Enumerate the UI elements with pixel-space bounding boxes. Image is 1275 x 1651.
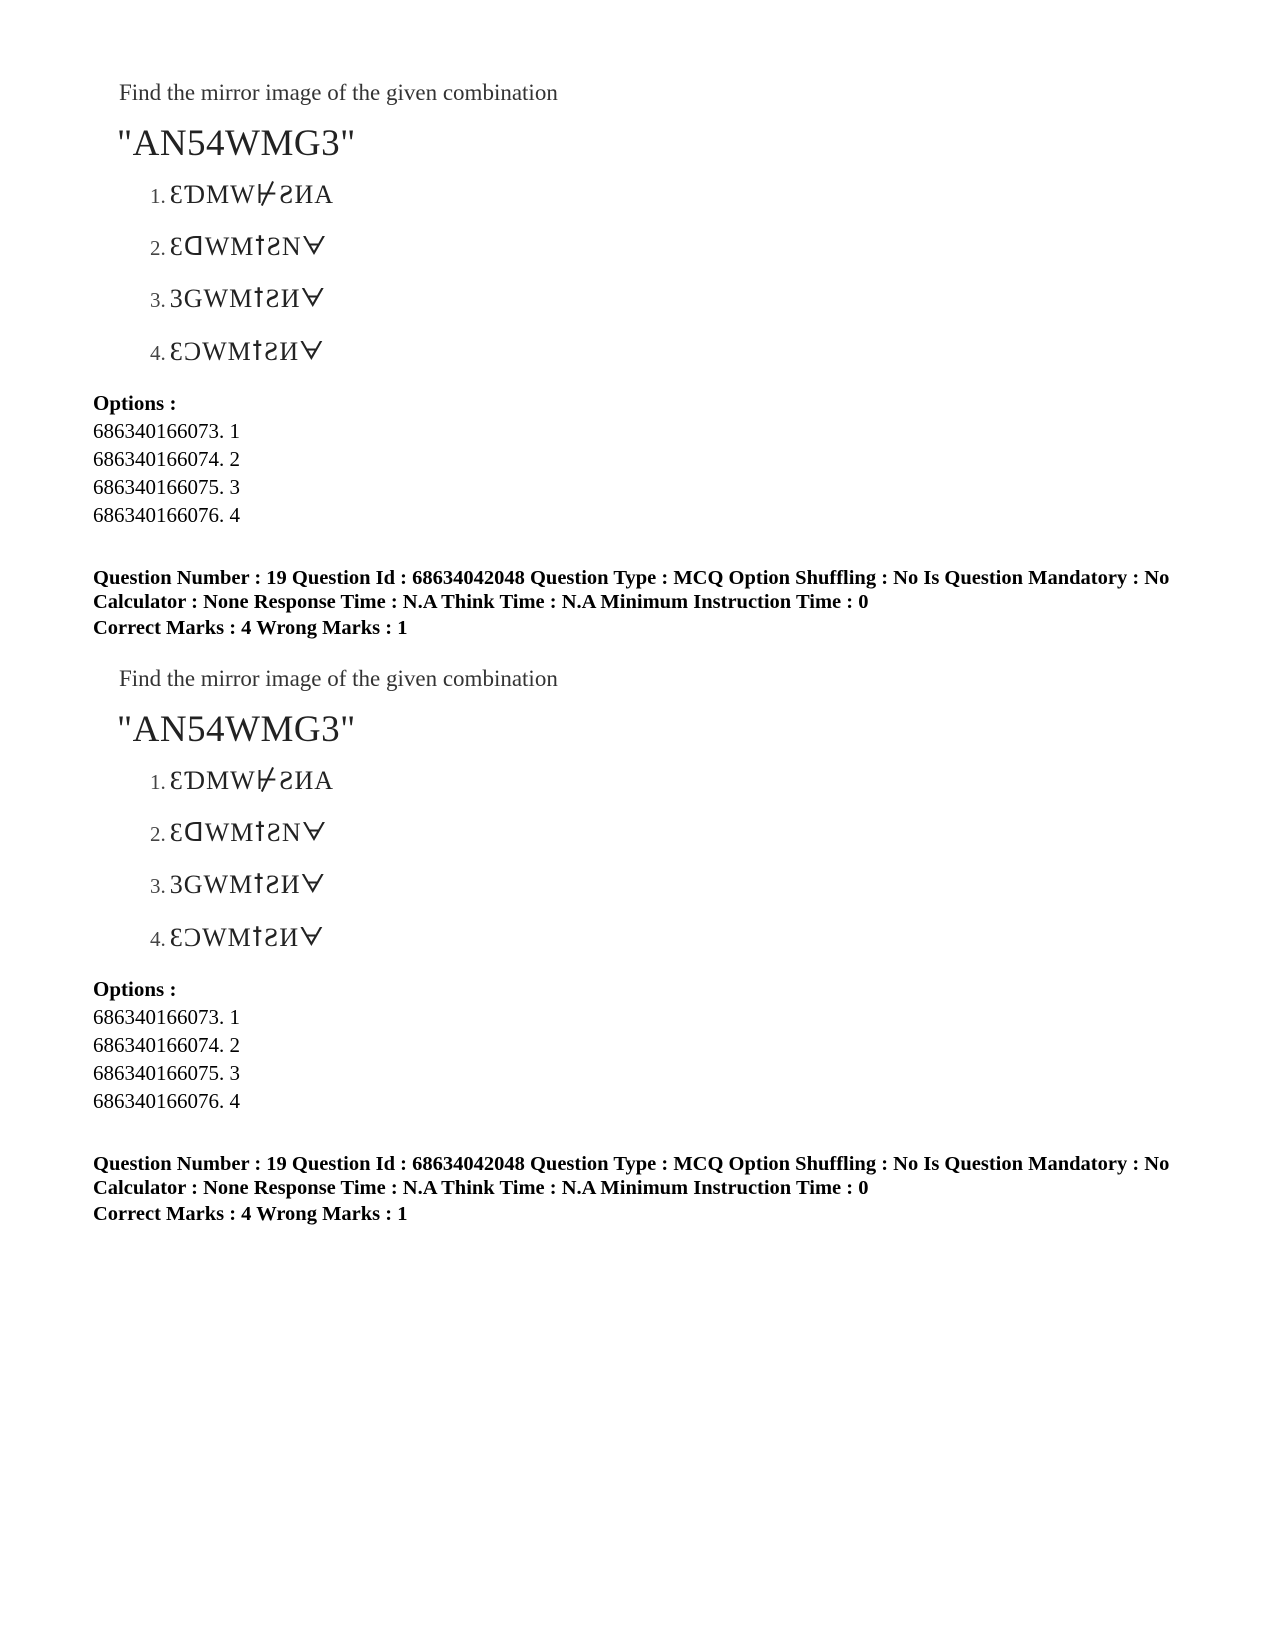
question-choice-1 [150,766,334,796]
question-choice-3 [150,870,326,901]
question-choice-4 [150,923,325,954]
question-choice-1 [150,180,334,210]
choice-text: 3GWMꝉƧИᗄ [169,870,326,899]
choice-text: 3GWMꝉƧИᗄ [169,284,326,313]
choice-number: 2. [150,822,166,846]
choice-text: ƐƊMW⊬ƧИA [169,766,334,795]
choice-number: 3. [150,874,166,898]
choice-text: ƐƆWMꝉƧИᗄ [169,923,325,952]
question-choice-2 [150,818,327,849]
question-prompt: Find the mirror image of the given combination [119,80,558,105]
question-marks: Correct Marks : 4 Wrong Marks : 1 [93,1203,408,1225]
question-meta: Question Number : 19 Question Id : 68634042048 Question Type : MCQ Option Shuffling : No Is Question Mandatory : No Calculator : None Response Time : N.A Think Time : N.A Minimum Instruction Time : 0 [93,567,1170,613]
choice-text: ƐƆWMꝉƧИᗄ [169,337,325,366]
choice-number: 2. [150,236,166,260]
option-line: 686340166074. 2 [93,447,240,471]
options-heading: Options : [93,391,177,415]
option-line: 686340166076. 4 [93,503,240,527]
option-line: 686340166076. 4 [93,1089,240,1113]
options-heading: Options : [93,977,177,1001]
option-line: 686340166073. 1 [93,419,240,443]
choice-number: 3. [150,288,166,312]
choice-number: 4. [150,341,166,365]
choice-number: 1. [150,184,166,208]
option-line: 686340166075. 3 [93,475,240,499]
choice-text: ƐᗡWMꝉƧNᗄ [169,818,328,847]
choice-text: ƐƊMW⊬ƧИA [169,180,334,209]
question-marks: Correct Marks : 4 Wrong Marks : 1 [93,617,408,639]
option-line: 686340166074. 2 [93,1033,240,1057]
choice-number: 4. [150,927,166,951]
choice-text: ƐᗡWMꝉƧNᗄ [169,232,328,261]
question-meta: Question Number : 19 Question Id : 68634042048 Question Type : MCQ Option Shuffling : No Is Question Mandatory : No Calculator : None Response Time : N.A Think Time : N.A Minimum Instruction Time : 0 [93,1153,1170,1199]
question-combination: "AN54WMG3" [117,709,356,750]
question-prompt: Find the mirror image of the given combination [119,666,558,691]
choice-number: 1. [150,770,166,794]
question-choice-3 [150,284,326,315]
question-combination: "AN54WMG3" [117,123,356,164]
question-choice-2 [150,232,327,263]
question-choice-4 [150,337,325,368]
option-line: 686340166073. 1 [93,1005,240,1029]
option-line: 686340166075. 3 [93,1061,240,1085]
